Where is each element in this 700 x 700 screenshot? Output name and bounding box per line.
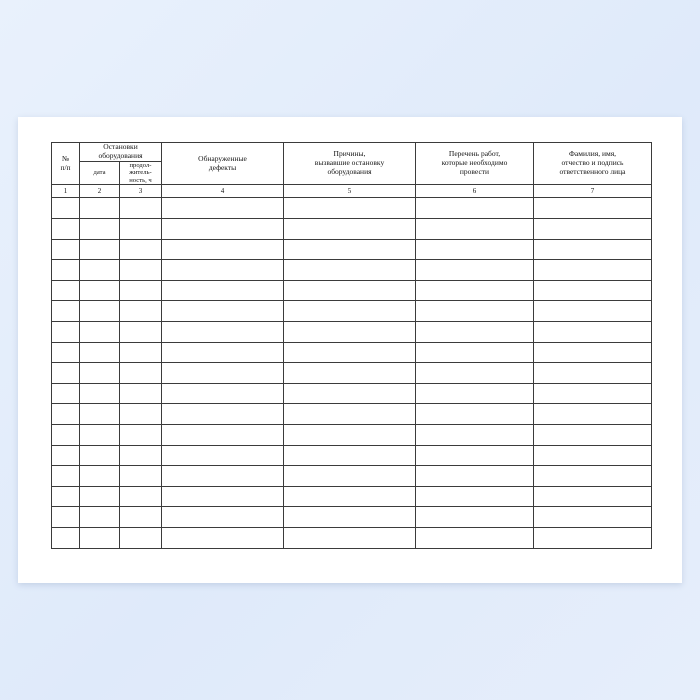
journal-table-container xyxy=(51,142,651,549)
table-cell[interactable] xyxy=(284,321,416,342)
equipment-downtime-table xyxy=(51,142,652,549)
table-cell[interactable] xyxy=(120,219,162,240)
table-cell[interactable] xyxy=(416,260,534,281)
table-body xyxy=(52,185,652,548)
table-cell[interactable] xyxy=(162,486,284,507)
column-number-3: 3 xyxy=(120,185,162,198)
table-cell[interactable] xyxy=(416,301,534,322)
header-cell-duration xyxy=(120,161,162,185)
header-causes-line3: оборудования xyxy=(327,167,372,177)
table-cell[interactable] xyxy=(534,466,652,487)
table-cell[interactable] xyxy=(52,280,80,301)
header-duration-line2: житель- xyxy=(129,169,152,177)
table-cell[interactable] xyxy=(534,280,652,301)
table-cell[interactable] xyxy=(162,280,284,301)
table-cell[interactable] xyxy=(120,424,162,445)
column-number-2: 2 xyxy=(80,185,120,198)
table-cell[interactable] xyxy=(162,219,284,240)
table-cell[interactable] xyxy=(120,383,162,404)
table-row[interactable] xyxy=(52,527,652,548)
table-cell[interactable] xyxy=(52,486,80,507)
table-cell[interactable] xyxy=(284,219,416,240)
table-cell[interactable] xyxy=(52,404,80,425)
table-cell[interactable] xyxy=(80,239,120,260)
table-cell[interactable] xyxy=(162,466,284,487)
table-cell[interactable] xyxy=(534,260,652,281)
table-cell[interactable] xyxy=(120,301,162,322)
table-cell[interactable] xyxy=(120,486,162,507)
table-cell[interactable] xyxy=(80,342,120,363)
header-cell-stops-group xyxy=(80,143,162,162)
column-number-6: 6 xyxy=(416,185,534,198)
paper-sheet xyxy=(18,117,682,583)
table-cell[interactable] xyxy=(162,239,284,260)
header-defects-line2: дефекты xyxy=(208,162,237,172)
table-cell[interactable] xyxy=(534,198,652,219)
table-row[interactable] xyxy=(52,383,652,404)
header-cell-date xyxy=(80,161,120,185)
table-cell[interactable] xyxy=(416,321,534,342)
table-cell[interactable] xyxy=(52,527,80,548)
header-number-line1: № xyxy=(61,153,70,163)
table-cell[interactable] xyxy=(120,404,162,425)
table-cell[interactable] xyxy=(284,260,416,281)
table-cell[interactable] xyxy=(162,383,284,404)
table-cell[interactable] xyxy=(120,260,162,281)
table-cell[interactable] xyxy=(416,363,534,384)
table-cell[interactable] xyxy=(162,507,284,528)
table-row[interactable] xyxy=(52,445,652,466)
table-cell[interactable] xyxy=(52,239,80,260)
table-cell[interactable] xyxy=(284,363,416,384)
header-works-line2: которые необходимо xyxy=(441,158,508,168)
table-cell[interactable] xyxy=(80,527,120,548)
header-defects-line1: Обнаруженные xyxy=(198,153,247,163)
table-cell[interactable] xyxy=(80,363,120,384)
table-cell[interactable] xyxy=(416,486,534,507)
column-number-row xyxy=(52,185,652,198)
table-cell[interactable] xyxy=(52,383,80,404)
table-cell[interactable] xyxy=(162,424,284,445)
table-row[interactable] xyxy=(52,321,652,342)
table-cell[interactable] xyxy=(162,321,284,342)
table-cell[interactable] xyxy=(52,321,80,342)
table-cell[interactable] xyxy=(80,445,120,466)
table-cell[interactable] xyxy=(80,280,120,301)
table-row[interactable] xyxy=(52,507,652,528)
table-cell[interactable] xyxy=(80,383,120,404)
table-cell[interactable] xyxy=(80,424,120,445)
table-cell[interactable] xyxy=(284,527,416,548)
table-cell[interactable] xyxy=(284,301,416,322)
table-row[interactable] xyxy=(52,239,652,260)
table-cell[interactable] xyxy=(162,342,284,363)
table-header xyxy=(52,143,652,185)
header-responsible-line1: Фамилия, имя, xyxy=(568,149,617,159)
table-cell[interactable] xyxy=(416,466,534,487)
table-row[interactable] xyxy=(52,404,652,425)
table-cell[interactable] xyxy=(534,383,652,404)
table-row[interactable] xyxy=(52,301,652,322)
table-cell[interactable] xyxy=(534,527,652,548)
table-row[interactable] xyxy=(52,424,652,445)
table-cell[interactable] xyxy=(120,527,162,548)
table-cell[interactable] xyxy=(416,507,534,528)
table-cell[interactable] xyxy=(162,527,284,548)
column-number-4: 4 xyxy=(162,185,284,198)
table-row[interactable] xyxy=(52,466,652,487)
table-cell[interactable] xyxy=(284,342,416,363)
header-cell-number xyxy=(52,143,80,185)
header-works-line1: Перечень работ, xyxy=(448,149,501,159)
table-cell[interactable] xyxy=(284,445,416,466)
table-cell[interactable] xyxy=(162,404,284,425)
table-cell[interactable] xyxy=(416,342,534,363)
column-number-5: 5 xyxy=(284,185,416,198)
table-row[interactable] xyxy=(52,260,652,281)
table-cell[interactable] xyxy=(534,239,652,260)
table-cell[interactable] xyxy=(52,466,80,487)
table-cell[interactable] xyxy=(284,280,416,301)
table-cell[interactable] xyxy=(120,198,162,219)
header-cell-works xyxy=(416,143,534,185)
table-cell[interactable] xyxy=(80,198,120,219)
header-causes-line2: вызвавшие остановку xyxy=(314,158,385,168)
table-cell[interactable] xyxy=(416,280,534,301)
table-cell[interactable] xyxy=(284,486,416,507)
table-cell[interactable] xyxy=(534,486,652,507)
header-row-top xyxy=(52,143,652,162)
table-cell[interactable] xyxy=(52,363,80,384)
column-number-1: 1 xyxy=(52,185,80,198)
header-cell-defects xyxy=(162,143,284,185)
table-row[interactable] xyxy=(52,363,652,384)
table-cell[interactable] xyxy=(284,198,416,219)
table-cell[interactable] xyxy=(284,239,416,260)
table-cell[interactable] xyxy=(416,527,534,548)
table-cell[interactable] xyxy=(80,404,120,425)
table-cell[interactable] xyxy=(162,198,284,219)
table-cell[interactable] xyxy=(416,239,534,260)
table-cell[interactable] xyxy=(52,445,80,466)
table-cell[interactable] xyxy=(120,342,162,363)
table-cell[interactable] xyxy=(120,280,162,301)
table-cell[interactable] xyxy=(120,466,162,487)
table-cell[interactable] xyxy=(120,321,162,342)
table-cell[interactable] xyxy=(120,363,162,384)
table-cell[interactable] xyxy=(80,486,120,507)
table-cell[interactable] xyxy=(534,219,652,240)
table-cell[interactable] xyxy=(284,507,416,528)
table-cell[interactable] xyxy=(534,507,652,528)
header-stops-line2: оборудования xyxy=(98,150,143,160)
column-number-7: 7 xyxy=(534,185,652,198)
table-cell[interactable] xyxy=(534,363,652,384)
table-row[interactable] xyxy=(52,342,652,363)
table-cell[interactable] xyxy=(120,445,162,466)
header-duration-line1: продол- xyxy=(129,161,152,169)
table-cell[interactable] xyxy=(416,404,534,425)
table-cell[interactable] xyxy=(80,260,120,281)
table-cell[interactable] xyxy=(80,219,120,240)
table-cell[interactable] xyxy=(162,445,284,466)
header-stops-line1: Остановки xyxy=(103,142,138,151)
table-cell[interactable] xyxy=(52,301,80,322)
header-responsible-line2: отчество и подпись xyxy=(561,158,624,168)
table-cell[interactable] xyxy=(52,424,80,445)
table-cell[interactable] xyxy=(162,363,284,384)
table-cell[interactable] xyxy=(534,342,652,363)
table-row[interactable] xyxy=(52,198,652,219)
table-cell[interactable] xyxy=(416,445,534,466)
table-cell[interactable] xyxy=(534,404,652,425)
table-cell[interactable] xyxy=(284,383,416,404)
table-cell[interactable] xyxy=(52,507,80,528)
table-cell[interactable] xyxy=(162,260,284,281)
table-cell[interactable] xyxy=(416,198,534,219)
table-cell[interactable] xyxy=(52,342,80,363)
table-cell[interactable] xyxy=(80,507,120,528)
table-cell[interactable] xyxy=(416,383,534,404)
table-cell[interactable] xyxy=(80,466,120,487)
header-cell-responsible xyxy=(534,143,652,185)
table-cell[interactable] xyxy=(120,507,162,528)
table-cell[interactable] xyxy=(52,219,80,240)
table-cell[interactable] xyxy=(120,239,162,260)
table-row[interactable] xyxy=(52,219,652,240)
table-cell[interactable] xyxy=(284,404,416,425)
table-cell[interactable] xyxy=(534,445,652,466)
header-number-line2: п/п xyxy=(60,162,71,172)
table-cell[interactable] xyxy=(534,424,652,445)
table-cell[interactable] xyxy=(416,219,534,240)
table-cell[interactable] xyxy=(284,424,416,445)
table-cell[interactable] xyxy=(80,321,120,342)
header-date-label: дата xyxy=(93,169,106,177)
table-row[interactable] xyxy=(52,280,652,301)
header-works-line3: провести xyxy=(459,167,490,177)
header-cell-causes xyxy=(284,143,416,185)
table-cell[interactable] xyxy=(162,301,284,322)
header-duration-line3: ность, ч xyxy=(129,176,152,184)
table-cell[interactable] xyxy=(534,321,652,342)
header-responsible-line3: ответственного лица xyxy=(559,167,626,177)
table-cell[interactable] xyxy=(52,198,80,219)
header-causes-line1: Причины, xyxy=(333,149,366,159)
table-cell[interactable] xyxy=(416,424,534,445)
table-cell[interactable] xyxy=(284,466,416,487)
table-cell[interactable] xyxy=(534,301,652,322)
table-cell[interactable] xyxy=(80,301,120,322)
table-row[interactable] xyxy=(52,486,652,507)
table-cell[interactable] xyxy=(52,260,80,281)
